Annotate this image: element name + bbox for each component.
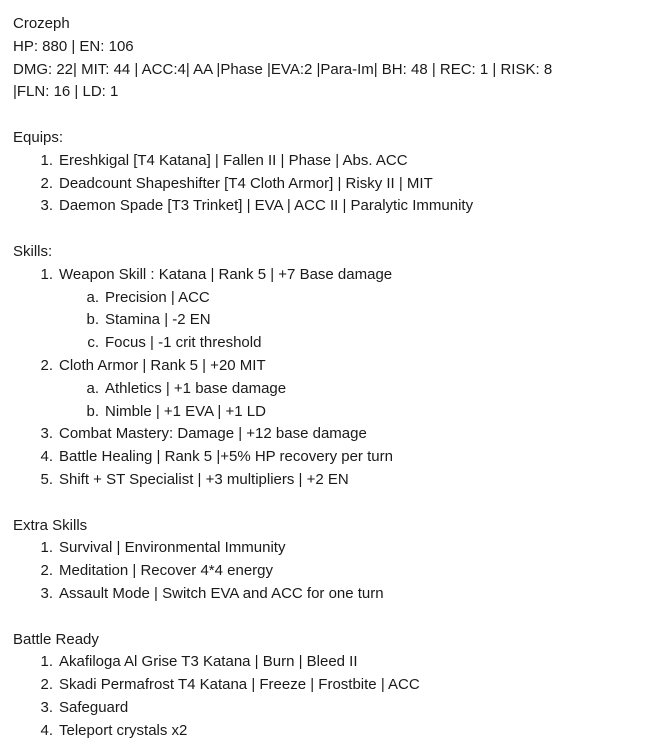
stats-line: |FLN: 16 | LD: 1 [13,83,119,101]
list-item [13,720,649,743]
list-item [13,173,649,196]
list-letter: a. [86,379,99,397]
list-text: Deadcount Shapeshifter [T4 Cloth Armor] | Risky II | MIT [59,174,433,192]
list-text: Assault Mode | Switch EVA and ACC for one turn [59,584,384,602]
list-text: Daemon Spade [T3 Trinket] | EVA | ACC II | Paralytic Immunity [59,197,474,215]
sub-list-item [13,287,649,310]
battle-ready-heading: Battle Ready [13,630,99,648]
list-item [13,264,649,287]
list-text: Combat Mastery: Damage | +12 base damage [59,425,367,443]
list-item [13,355,649,378]
list-letter: c. [87,334,99,352]
list-number: 4. [40,721,53,739]
list-item [13,651,649,674]
list-item [13,537,649,560]
list-text: Shift + ST Specialist | +3 multipliers | +2 EN [59,470,349,488]
list-text: Focus | -1 crit threshold [105,334,262,352]
list-text: Stamina | -2 EN [105,311,211,329]
list-number: 3. [40,698,53,716]
list-text: Precision | ACC [105,288,210,306]
list-item [13,195,649,218]
list-text: Meditation | Recover 4*4 energy [59,562,274,580]
list-text: Teleport crystals x2 [59,721,188,739]
list-number: 1. [40,539,53,557]
list-item [13,583,649,606]
list-number: 3. [40,197,53,215]
list-text: Battle Healing | Rank 5 |+5% HP recovery per turn [59,448,393,466]
list-letter: b. [86,402,99,420]
list-text: Weapon Skill : Katana | Rank 5 | +7 Base damage [59,265,393,283]
list-text: Safeguard [59,698,129,716]
sub-list-item [13,378,649,401]
list-number: 2. [40,676,53,694]
list-item [13,150,649,173]
list-letter: b. [86,311,99,329]
list-item [13,560,649,583]
list-number: 1. [40,265,53,283]
character-name: Crozeph [13,15,70,32]
stats-line: DMG: 22| MIT: 44 | ACC:4| AA |Phase |EVA:2 |Para-Im| BH: 48 | REC: 1 | RISK: 8 [13,60,553,78]
list-letter: a. [86,288,99,306]
sub-list-item [13,332,649,355]
list-number: 3. [40,425,53,443]
list-text: Ereshkigal [T4 Katana] | Fallen II | Phase | Abs. ACC [59,151,408,169]
list-text: Cloth Armor | Rank 5 | +20 MIT [59,356,266,374]
list-text: Nimble | +1 EVA | +1 LD [105,402,266,420]
list-number: 1. [40,653,53,671]
stats-line: HP: 880 | EN: 106 [13,37,134,55]
list-text: Skadi Permafrost T4 Katana | Freeze | Frostbite | ACC [59,676,420,694]
skills-heading: Skills: [13,242,53,260]
list-number: 4. [40,448,53,466]
list-text: Athletics | +1 base damage [105,379,287,397]
list-number: 1. [40,151,53,169]
list-item [13,469,649,492]
sub-list-item [13,401,649,424]
list-number: 5. [40,470,53,488]
extra-skills-heading: Extra Skills [13,516,88,534]
list-number: 2. [40,174,53,192]
list-text: Survival | Environmental Immunity [59,539,286,557]
list-item [13,697,649,720]
list-number: 2. [40,356,53,374]
equips-heading: Equips: [13,128,64,146]
list-item [13,423,649,446]
list-item [13,674,649,697]
sub-list-item [13,309,649,332]
list-number: 2. [40,562,53,580]
list-number: 3. [40,584,53,602]
list-item [13,446,649,469]
list-text: Akafiloga Al Grise T3 Katana | Burn | Bleed II [59,653,358,671]
